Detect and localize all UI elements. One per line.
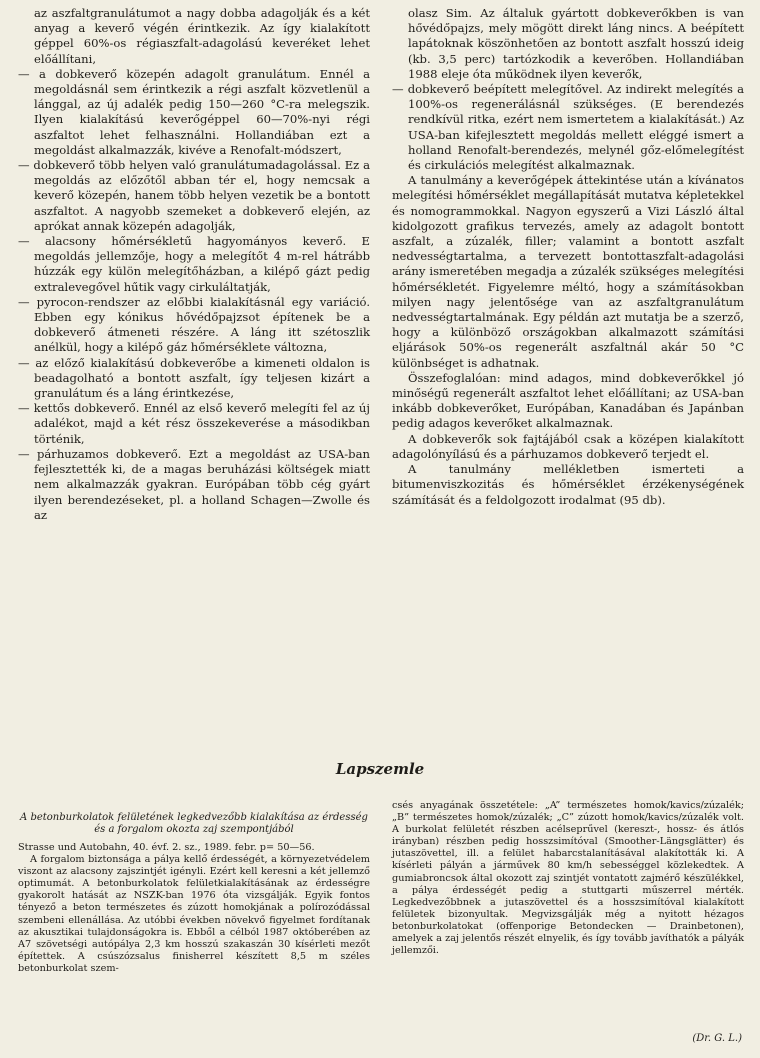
column-top-left <box>18 6 370 523</box>
section-title: Lapszemle <box>335 760 425 778</box>
paragraph: A tanulmány mellékletben ismerteti a bitumenviszkozitás és hőmérséklet érzékenységének számítását és a feldolgozott irodalmat (95 db). <box>392 462 744 507</box>
bullet-item: — pyrocon-rendszer az előbbi kialakításnál egy variáció. Ebben egy kónikus hővédőpajzsot építenek be a dobkeverő átmeneti részére. A láng itt szétoszlik anélkül, hogy a kilépő gáz hőmérséklete változna, <box>18 294 370 355</box>
bullet-item: — kettős dobkeverő. Ennél az első keverő melegíti fel az új adalékot, majd a két rész összekeverése a másodikban történik, <box>18 401 370 446</box>
paragraph: A tanulmány a keverőgépek áttekintése után a kívánatos melegítési hőmérséklet megállapítását mutatva képletekkel és nomogrammokkal. Nagyon egyszerű a Vizi László által kidolgozott grafikus tervezés, amely az adagolt bontott aszfalt, a zúzalék, filler; valamint a bontott aszfalt nedvességtartalma, a tervezett bontottaszfalt-adagolási arány ismeretében megadja a zúzalék szükséges melegítési hőmérsékletét. Figyelemre méltó, hogy a számításokban milyen nagy jelentősége van az aszfaltgranulátum nedvességtartalmának. Egy példán azt mutatja be a szerző, hogy a különböző országokban alkalmazott számítási eljárások 50%-os regenerált aszfaltnál akár 50 °C különbséget is adhatnak. <box>392 173 744 370</box>
article-title: A betonburkolatok felületének legkedvezőbb kialakítása az érdesség és a forgalom okozta zaj szempontjából <box>20 812 368 835</box>
paragraph: A forgalom biztonsága a pálya kellő érdességét, a környezetvédelem viszont az alacsony zajszintjét igényli. Ezért kell keresni a két jellemző optimumát. A betonburkolatok felületkialakításának az érdességre gyakorolt hatását az NSZK-ban 1976 óta vizsgálják. Egyik fontos tényező a beton természetes és zúzott homokjának a polírozódással szembeni ellenállása. Az utóbbi években növekvő figyelmet fordítanak az akusztikai tulajdonságokra is. Ebből a célból 1987 októberében az A7 szövetségi autópálya 2,3 km hosszú szakaszán 30 kísérleti mezőt építettek. A csúszózsalus finisherrel készített 8,5 m széles betonburkolat szem- <box>18 854 370 974</box>
paragraph: olasz Sim. Az általuk gyártott dobkeverőkben is van hővédőpajzs, mely mögött direkt láng nincs. A beépített lapátoknak köszönhetően az bontott aszfalt hosszú ideig (kb. 3,5 perc) tartózkodik a keverőben. Hollandiában 1988 eleje óta működnek ilyen keverők, <box>408 6 744 81</box>
bullet-item: — párhuzamos dobkeverő. Ezt a megoldást az USA-ban fejlesztették ki, de a magas beruházási költségek miatt nem alkalmazzák gyakran. Európában több cég gyárt ilyen berendezéseket, pl. a holland Schagen—Zwolle és az <box>18 446 370 522</box>
paragraph: csés anyagának összetétele: „A” természetes homok/kavics/zúzalék; „B” természetes homok/zúzalék; „C” zúzott homok/kavics/zúzalék volt. A burkolat felületét részben acélseprűvel (kereszt-, hossz- és átlós irányban) részben pedig hosszsimítóval (Smoother-Längsglätter) és jutaszövettel, ill. a felület habarcstalanításával alakították ki. A kísérleti pályán a járművek 80 km/h sebességgel közlekedtek. A gumiabroncsok által okozott zaj szintjét vontatott zajmérő készülékkel, a pálya érdességét pedig a stuttgarti műszerrel mérték. Legkedvezőbbnek a jutaszövettel és a hosszsimítóval kialakított felületek bizonyultak. Megvizsgálják még a nyitott hézagos betonburkolatokat (offenporige Betondecken — Drainbetonen), amelyek a zaj jelentős részét elnyelik, és így tovább javíthatók a pályák jellemzői. <box>392 800 744 957</box>
bullet-item: — dobkeverő beépített melegítővel. Az indirekt melegítés a 100%-os regenerálásnál szükséges. (E berendezés rendkívül ritka, ezért nem ismertetem a kialakítását.) Az USA-ban kifejlesztett megoldás mellett eléggé ismert a holland Renofalt-berendezés, melynél gőz-előmelegítést és cirkulációs melegítést alkalmaznak. <box>392 82 744 173</box>
bullet-item: — az előző kialakítású dobkeverőbe a kimeneti oldalon is beadagolható a bontott aszfalt, így teljesen kizárt a granulátum és a láng érintkezése, <box>18 355 370 401</box>
bibliographic-reference: Strasse und Autobahn, 40. évf. 2. sz., 1989. febr. p= 50—56. <box>18 842 315 853</box>
paragraph: A dobkeverők sok fajtájából csak a középen kialakított adagolónyílású és a párhuzamos dobkeverő terjedt el. <box>392 431 744 461</box>
column-top-right <box>392 6 744 508</box>
bullet-item: — dobkeverő több helyen való granulátumadagolással. Ez a megoldás az előzőtől abban tér el, hogy nemcsak a keverő közepén, hanem több helyen vezetik be a bontott aszfaltot. A nagyobb szemeket a dobkeverő elején, az aprókat annak közepén adagolják, <box>18 158 370 233</box>
paragraph: az aszfaltgranulátumot a nagy dobba adagolják és a két anyag a keverő végén érintkezik. Az így kialakított géppel 60%-os régiaszfalt-adagolású keveréket lehet előállítani, <box>34 6 370 66</box>
bullet-item: — a dobkeverő közepén adagolt granulátum. Ennél a megoldásnál sem érintkezik a régi aszfalt közvetlenül a lánggal, az új adalék pedig 150—260 °C-ra melegszik. Ilyen kialakítású keverőgéppel 60—70%-nyi régi aszfaltot lehet felhasználni. Hollandiában ezt a megoldást alkalmazzák, kivéve a Renofalt-módszert, <box>18 66 370 157</box>
column-bottom-left <box>18 812 370 975</box>
author-signature: (Dr. G. L.) <box>692 1033 742 1044</box>
bullet-item: — alacsony hőmérsékletű hagyományos keverő. E megoldás jellemzője, hogy a melegítőt 4 m-rel hátrább húzzák egy külön melegítőházban, a kilépő gázt pedig extralevegővel hűtik vagy cirkuláltatják, <box>18 234 370 294</box>
paragraph: Összefoglalóan: mind adagos, mind dobkeverőkkel jó minőségű regenerált aszfaltot lehet előállítani; az USA-ban inkább dobkeverőket, Európában, Kanadában és Japánban pedig adagos keverőket alkalmaznak. <box>392 370 744 431</box>
column-bottom-right <box>392 800 744 957</box>
